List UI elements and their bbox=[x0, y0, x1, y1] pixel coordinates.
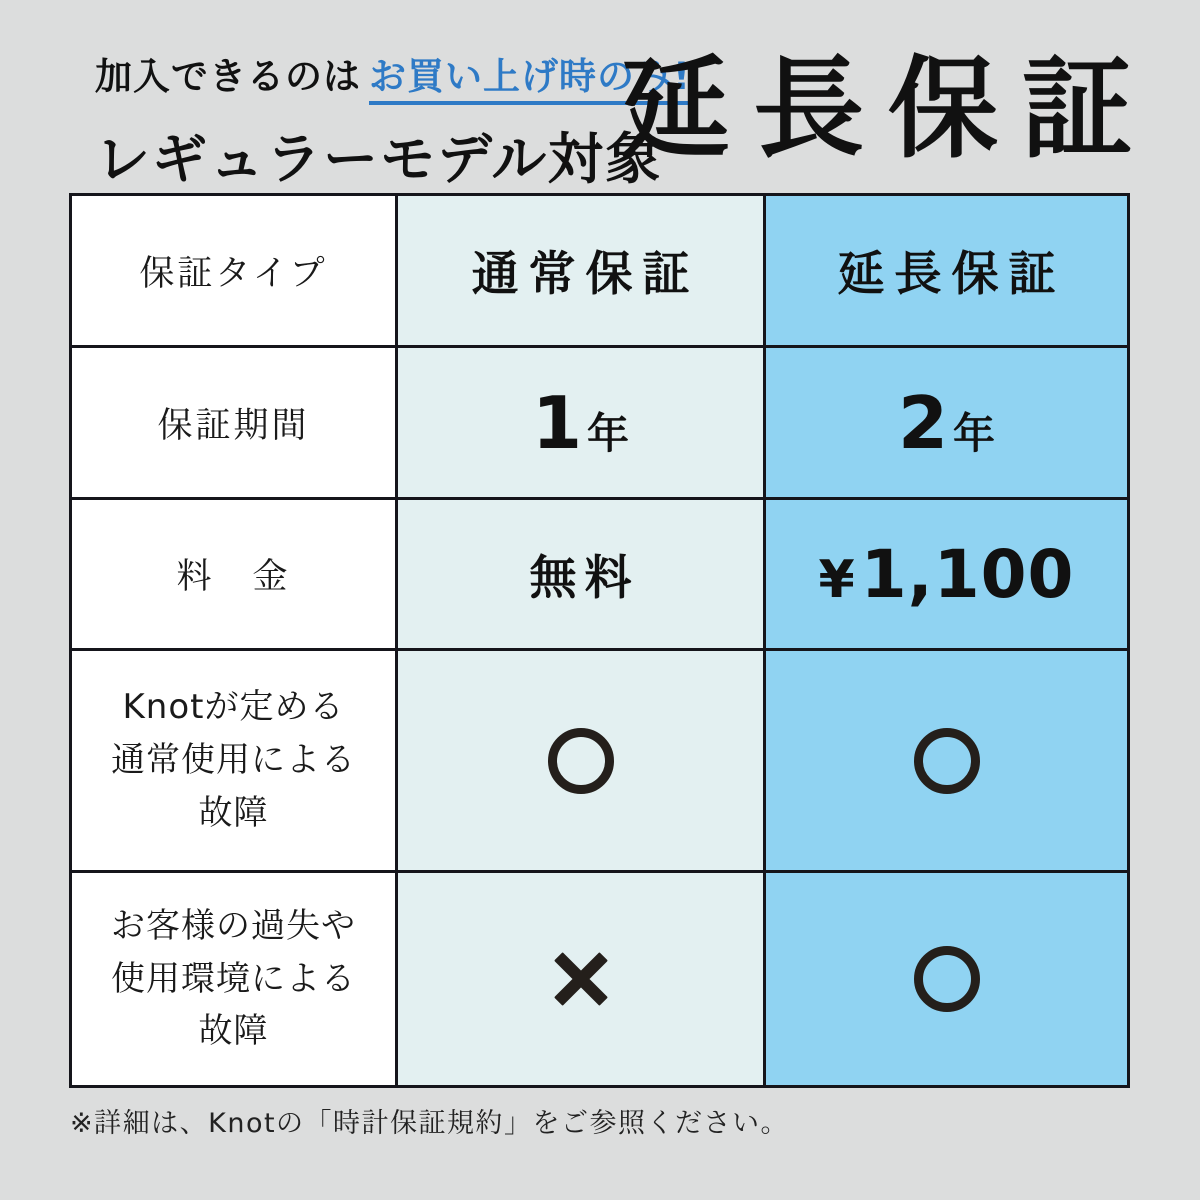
table-cell-period-label bbox=[72, 348, 398, 500]
price-extended-amount: 1,100 bbox=[860, 535, 1075, 613]
table-cell-normal-use-normal bbox=[398, 651, 766, 873]
period-normal-value bbox=[532, 381, 629, 465]
table-cell-normal-header bbox=[398, 196, 766, 348]
period-label: 保証期間 bbox=[157, 405, 310, 446]
table-cell-price-label bbox=[72, 500, 398, 651]
table-cell-price-normal bbox=[398, 500, 766, 651]
table-cell-period-normal bbox=[398, 348, 766, 500]
price-label: 料 金 bbox=[176, 557, 291, 597]
yen-symbol: ¥ bbox=[818, 549, 855, 610]
price-normal-value: 無料 bbox=[529, 550, 640, 606]
user-fault-label-line2: 使用環境による bbox=[111, 958, 356, 999]
normal-warranty-header: 通常保証 bbox=[471, 247, 700, 302]
table-cell-type-label bbox=[72, 196, 398, 348]
header bbox=[95, 55, 691, 194]
user-fault-label-line1: お客様の過失や bbox=[111, 905, 356, 946]
normal-use-label-line3: 故障 bbox=[198, 792, 269, 833]
table-cell-normal-use-label bbox=[72, 651, 398, 873]
table-cell-period-extended bbox=[766, 348, 1127, 500]
period-extended-number: 2 bbox=[897, 380, 949, 465]
page-title: 延長保証 bbox=[620, 45, 1156, 173]
circle-mark-icon bbox=[914, 946, 980, 1012]
circle-mark-icon bbox=[914, 728, 980, 794]
period-extended-unit: 年 bbox=[953, 408, 996, 458]
table-cell-user-fault-extended bbox=[766, 873, 1127, 1085]
table-cell-user-fault-normal bbox=[398, 873, 766, 1085]
footer-note: ※詳細は、Knotの「時計保証規約」をご参照ください。 bbox=[70, 1108, 790, 1139]
tagline bbox=[95, 55, 691, 105]
warranty-type-label: 保証タイプ bbox=[139, 253, 328, 294]
tagline-highlight: お買い上げ時のみ! bbox=[369, 55, 691, 105]
extended-warranty-header: 延長保証 bbox=[837, 247, 1066, 302]
warranty-comparison-table bbox=[69, 193, 1130, 1088]
period-normal-number: 1 bbox=[531, 380, 583, 465]
tagline-prefix: 加入できるのは bbox=[95, 55, 361, 98]
table-cell-user-fault-label bbox=[72, 873, 398, 1085]
circle-mark-icon bbox=[548, 728, 614, 794]
cross-mark-icon bbox=[555, 951, 607, 1007]
subtitle: レギュラーモデル対象 bbox=[95, 127, 663, 192]
normal-use-label-line1: Knotが定める bbox=[122, 687, 345, 728]
period-extended-value bbox=[898, 381, 995, 465]
table-cell-price-extended bbox=[766, 500, 1127, 651]
period-normal-unit: 年 bbox=[587, 408, 630, 458]
table-cell-extended-header bbox=[766, 196, 1127, 348]
normal-use-label bbox=[111, 681, 356, 839]
table-cell-normal-use-extended bbox=[766, 651, 1127, 873]
user-fault-label bbox=[111, 900, 356, 1058]
normal-use-label-line2: 通常使用による bbox=[111, 740, 356, 781]
price-extended-value bbox=[819, 536, 1075, 613]
user-fault-label-line3: 故障 bbox=[198, 1011, 269, 1052]
